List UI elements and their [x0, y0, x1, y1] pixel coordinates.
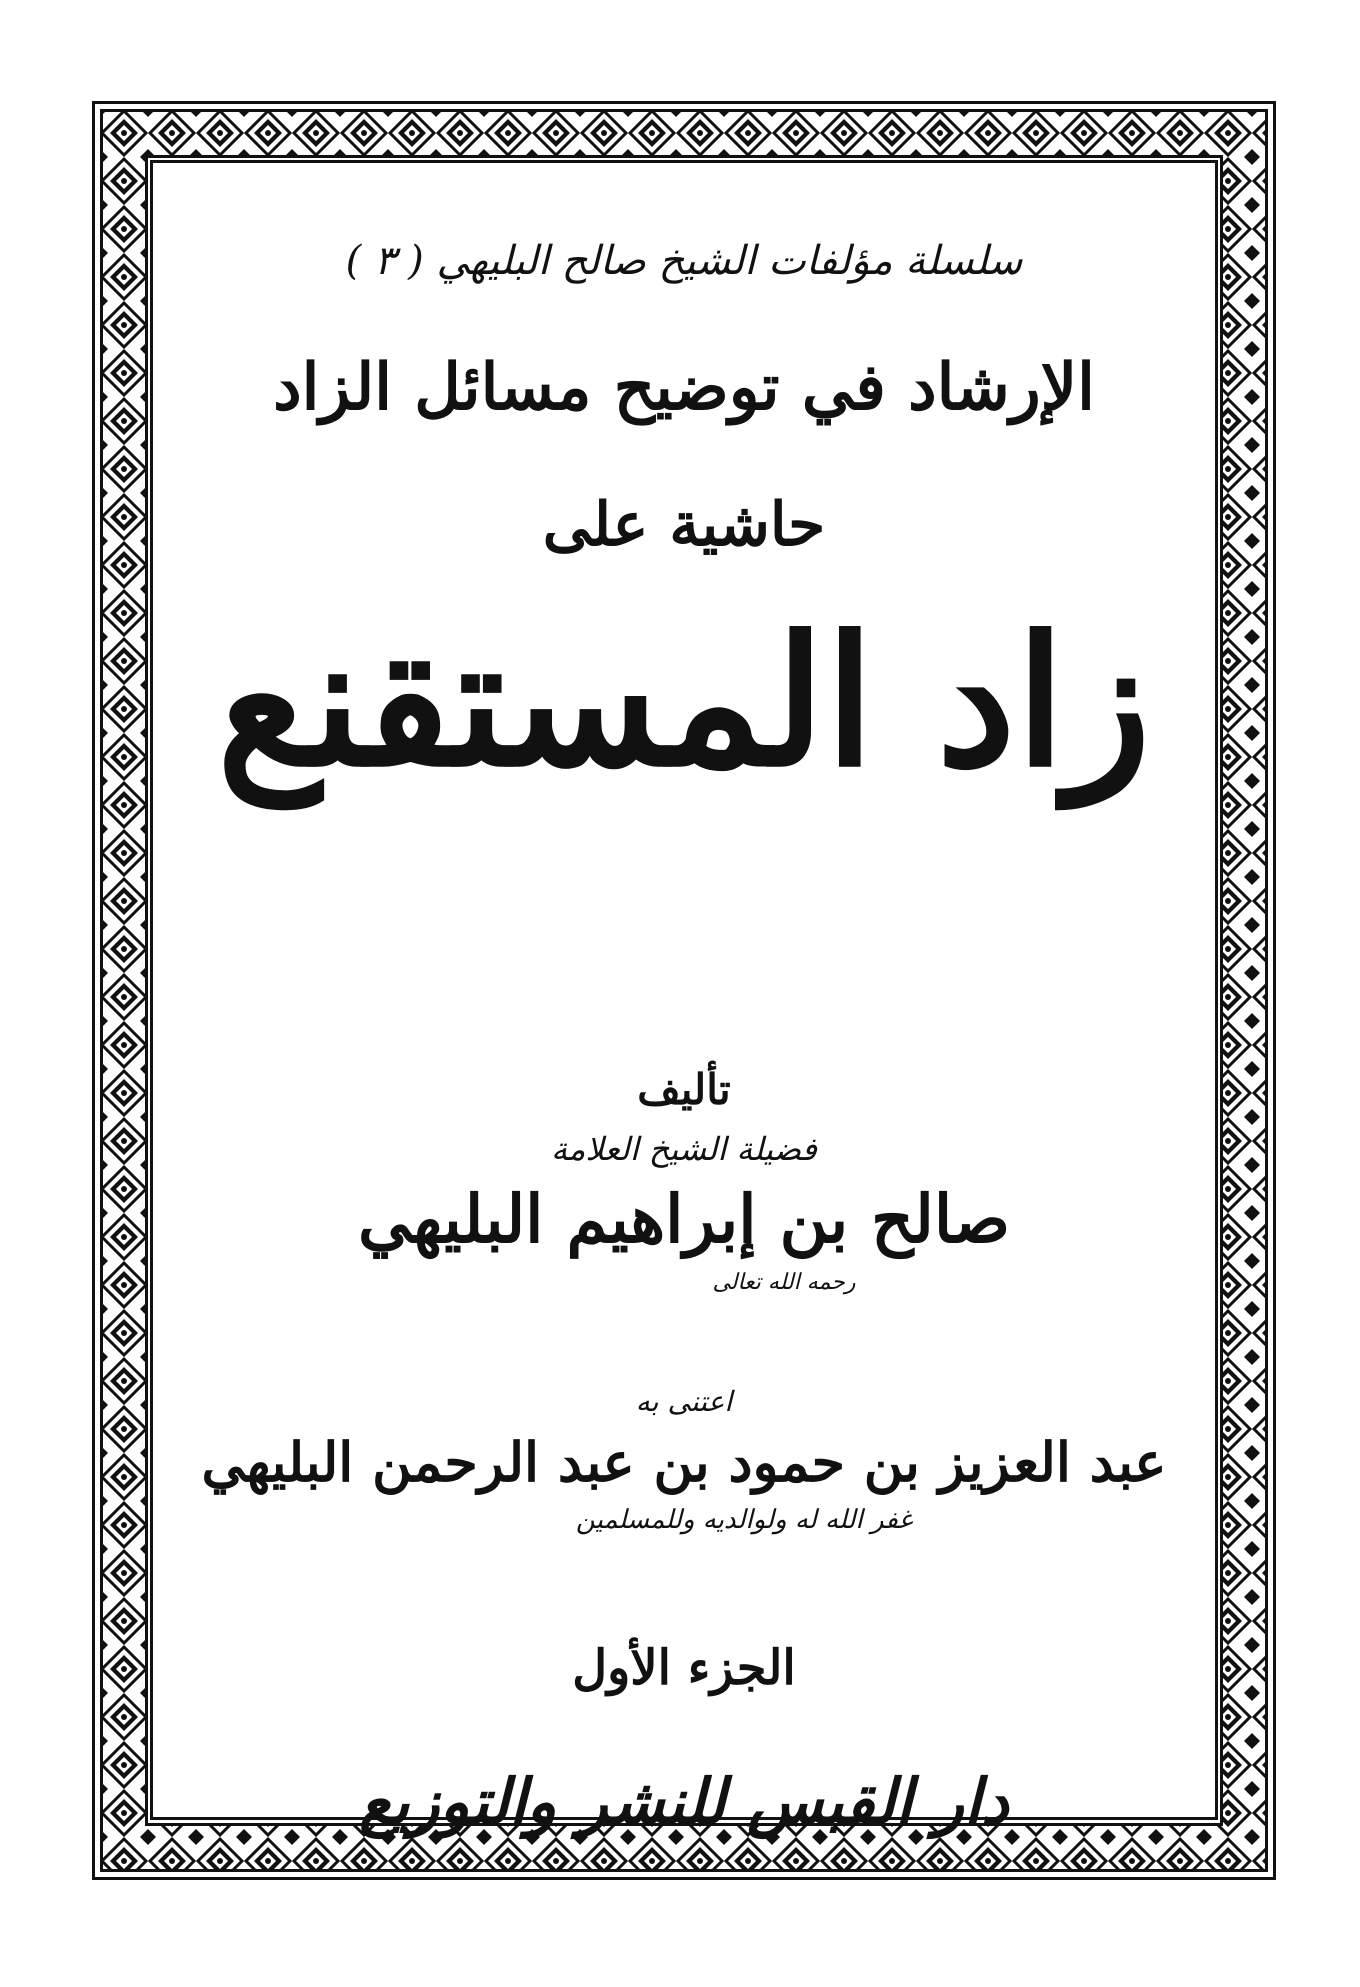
author-prayer: رحمه الله تعالى [712, 1270, 856, 1295]
editor-name: عبد العزيز بن حمود بن عبد الرحمن البليهي [201, 1430, 1167, 1494]
main-title: زاد المستقنع [216, 597, 1152, 806]
authorship-label: تأليف [637, 1065, 731, 1114]
hashiya-label: حاشية على [542, 490, 826, 560]
series-title: سلسلة مؤلفات الشيخ صالح البليهي ( ٣ ) [345, 238, 1023, 284]
cover-content [150, 160, 1218, 1838]
book-subtitle: الإرشاد في توضيح مسائل الزاد [273, 350, 1095, 425]
publisher-name: دار القبس للنشر والتوزيع [359, 1765, 1009, 1838]
author-honorific: فضيلة الشيخ العلامة [551, 1130, 817, 1168]
author-name: صالح بن إبراهيم البليهي [357, 1180, 1011, 1258]
volume-label: الجزء الأول [572, 1640, 796, 1696]
editor-prayer: غفر الله له ولوالديه وللمسلمين [575, 1505, 913, 1535]
editor-label: اعتنى به [635, 1385, 733, 1418]
